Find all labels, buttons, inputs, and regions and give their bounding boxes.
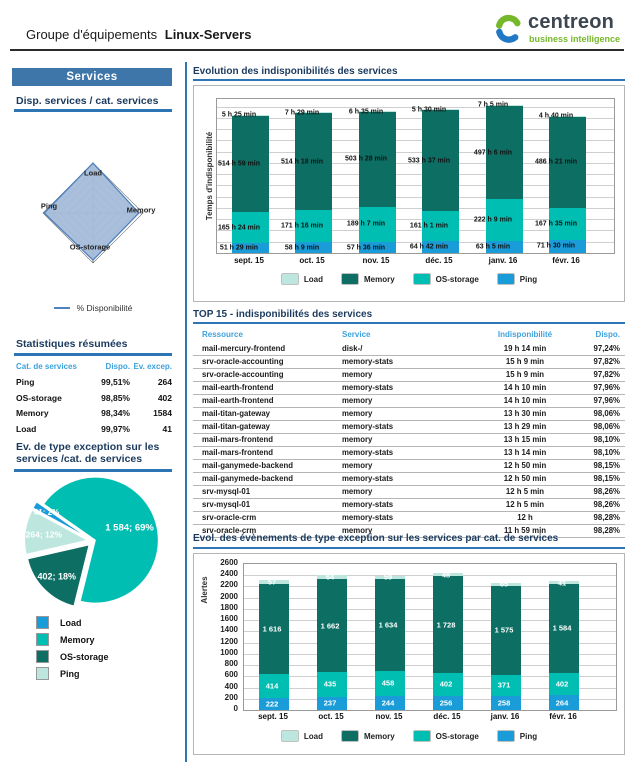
exceptions-chart-box: [193, 553, 625, 755]
bar-value-label: 533 h 37 min: [407, 157, 451, 165]
table-cell: 13 h 15 min: [503, 435, 547, 444]
stats-cell: 264: [157, 377, 172, 387]
bar-value-label: 1 584: [552, 623, 572, 633]
table-cell: memory-stats: [342, 474, 394, 483]
column-header: Cat. de services: [16, 362, 77, 371]
table-cell: 15 h 9 min: [505, 370, 545, 379]
centreon-logo-subtext: business intelligence: [529, 34, 621, 44]
top15-title-underline: [193, 322, 625, 324]
bar-value-label: 237: [323, 698, 337, 708]
x-axis-label: déc. 15: [433, 712, 461, 721]
content-divider: [185, 62, 187, 762]
radar-axis-label: Ping: [40, 201, 58, 211]
bar-value-label: 59: [383, 572, 393, 582]
y-tick-label: 2200: [220, 580, 238, 590]
table-row: [193, 447, 625, 460]
table-cell: srv-oracle-crm: [202, 513, 257, 522]
bar-value-label: 6 h 35 min: [348, 108, 384, 115]
top15-header-row: [193, 330, 625, 343]
x-axis-label: nov. 15: [375, 712, 403, 721]
y-tick-label: 1800: [220, 602, 238, 612]
bar-value-label: 402: [439, 679, 453, 689]
table-cell: mail-mercury-frontend: [202, 344, 286, 353]
stats-cell: 99,51%: [101, 377, 130, 387]
legend-swatch: [36, 633, 49, 646]
table-cell: memory-stats: [342, 500, 394, 509]
table-cell: memory-stats: [342, 422, 394, 431]
y-tick-label: 1400: [220, 625, 238, 635]
legend-label: Ping: [60, 668, 80, 679]
x-axis-label: déc. 15: [425, 256, 453, 265]
bar-value-label: 414: [265, 681, 279, 691]
table-cell: 12 h 5 min: [505, 487, 545, 496]
legend-swatch: [36, 616, 49, 629]
legend-item: [341, 273, 395, 285]
chart-legend: [194, 273, 624, 285]
table-row: [193, 486, 625, 499]
exceptions-title-underline: [193, 547, 625, 549]
bar-value-label: 256: [439, 698, 453, 708]
table-cell: memory: [342, 370, 373, 379]
availability-section-heading: Disp. services / cat. services: [16, 95, 159, 107]
equipment-group-name: Linux-Servers: [164, 27, 252, 42]
stats-cell: 41: [162, 423, 172, 434]
table-cell: 97,96%: [593, 396, 620, 405]
table-row: [193, 395, 625, 408]
table-cell: 97,82%: [593, 357, 620, 366]
legend-item: [281, 273, 323, 285]
stats-row: [16, 408, 172, 424]
y-tick-label: 1000: [220, 647, 238, 657]
table-cell: 97,82%: [593, 370, 620, 379]
bar-value-label: 58 h 9 min: [284, 244, 320, 252]
table-cell: mail-earth-frontend: [202, 396, 274, 405]
legend-item: [36, 614, 166, 631]
legend-swatch: [341, 273, 359, 285]
centreon-logo: [492, 11, 624, 47]
table-cell: memory-stats: [342, 448, 394, 457]
table-cell: 98,10%: [593, 448, 620, 457]
table-cell: 98,06%: [593, 422, 620, 431]
y-tick-label: 0: [233, 704, 238, 713]
bar-value-label: 514 h 59 min: [217, 160, 261, 168]
bar-value-label: 51 h 29 min: [219, 244, 259, 252]
table-cell: mail-ganymede-backend: [202, 474, 293, 483]
table-cell: memory-stats: [342, 383, 394, 392]
y-tick-label: 200: [224, 692, 238, 702]
table-row: [193, 408, 625, 421]
radar-legend-line-swatch: [54, 307, 70, 309]
table-cell: memory: [342, 396, 373, 405]
table-row: [193, 499, 625, 512]
legend-label: Load: [303, 274, 323, 284]
legend-label: OS-storage: [435, 731, 479, 741]
bar-value-label: 1 662: [320, 621, 340, 631]
y-tick-label: 2000: [220, 591, 238, 601]
stats-section-heading: Statistiques résumées: [16, 338, 128, 350]
table-cell: 12 h 50 min: [503, 461, 547, 470]
table-cell: srv-oracle-crm: [202, 526, 257, 535]
radar-axis-label: Memory: [126, 205, 156, 215]
legend-swatch: [281, 273, 299, 285]
bar-value-label: 1 616: [262, 624, 282, 634]
table-cell: srv-mysql-01: [202, 500, 251, 509]
bar-value-label: 57: [267, 577, 277, 587]
bar-value-label: 244: [381, 698, 395, 708]
radar-axis-label: Load: [84, 168, 102, 178]
table-cell: srv-oracle-accounting: [202, 370, 284, 379]
availability-radar-chart: [8, 122, 178, 298]
sidebar-title-banner: Services: [12, 68, 172, 86]
table-cell: 97,24%: [593, 344, 620, 353]
x-axis-label: janv. 16: [490, 712, 520, 721]
table-row: [193, 460, 625, 473]
stats-cell: 402: [157, 392, 172, 403]
bar-value-label: 167 h 35 min: [534, 220, 578, 228]
bar-value-label: 63 h 5 min: [475, 243, 511, 251]
bar-value-label: 486 h 21 min: [534, 158, 578, 166]
table-cell: memory: [342, 526, 373, 535]
legend-swatch: [281, 730, 299, 742]
table-row: [193, 382, 625, 395]
stats-cell: 98,85%: [101, 392, 130, 403]
stats-row: [16, 393, 172, 409]
stats-cell: Memory: [16, 408, 49, 418]
table-cell: 98,28%: [593, 526, 620, 535]
pie-svg: [20, 475, 170, 611]
table-cell: 98,26%: [593, 500, 620, 509]
legend-item: [413, 273, 479, 285]
x-axis-label: oct. 15: [318, 712, 344, 721]
table-cell: disk-/: [342, 344, 363, 353]
bar-value-label: 1 728: [436, 620, 456, 630]
bar-value-label: 171 h 16 min: [280, 222, 324, 230]
stats-heading-underline: [14, 353, 172, 356]
stats-cell: 1584: [153, 408, 172, 418]
table-cell: mail-earth-frontend: [202, 383, 274, 392]
bar-value-label: 5 h 30 min: [411, 106, 447, 114]
x-axis-label: oct. 15: [299, 256, 325, 265]
pie-section-heading: [16, 441, 178, 465]
y-tick-label: 2600: [220, 558, 238, 567]
table-cell: 11 h 59 min: [503, 526, 547, 535]
stats-cell: Ping: [16, 377, 35, 387]
table-cell: 15 h 9 min: [505, 357, 545, 366]
table-cell: 98,10%: [593, 435, 620, 444]
legend-label: OS-storage: [435, 274, 479, 284]
chart-legend: [194, 730, 624, 742]
plot-area: [243, 563, 617, 711]
legend-item: [497, 273, 537, 285]
bar-value-label: 71 h 30 min: [536, 242, 576, 250]
bar-value-label: 5 h 25 min: [221, 111, 257, 119]
bar-value-label: 264: [555, 698, 569, 708]
radar-axis-label: OS-storage: [69, 242, 111, 252]
legend-swatch: [413, 273, 431, 285]
column-header: Dispo.: [595, 330, 620, 339]
centreon-logo-icon: [492, 12, 526, 46]
x-axis-label: févr. 16: [549, 712, 577, 721]
table-cell: 98,28%: [593, 513, 620, 522]
stats-header-row: [16, 362, 172, 377]
table-cell: 14 h 10 min: [503, 383, 547, 392]
bar-value-label: 503 h 28 min: [344, 155, 388, 163]
stats-row: [16, 424, 172, 440]
column-header: Dispo.: [105, 362, 130, 371]
bar-value-label: 189 h 7 min: [346, 220, 386, 228]
plot-area: [216, 98, 615, 254]
bar-value-label: 57 h 36 min: [346, 244, 386, 252]
table-cell: 13 h 29 min: [503, 422, 547, 431]
bar-value-label: 497 h 6 min: [473, 149, 513, 157]
table-cell: srv-oracle-accounting: [202, 357, 284, 366]
table-cell: memory-stats: [342, 357, 394, 366]
y-tick-label: 400: [224, 681, 238, 691]
legend-swatch: [497, 730, 515, 742]
y-tick-label: 600: [224, 670, 238, 680]
y-tick-label: 1200: [220, 636, 238, 646]
legend-label: OS-storage: [60, 651, 109, 662]
radar-legend: [8, 303, 178, 313]
table-cell: 13 h 30 min: [503, 409, 547, 418]
legend-item: [36, 648, 166, 665]
uptime-title-underline: [193, 79, 625, 81]
y-tick-label: 1600: [220, 614, 238, 624]
centreon-logo-text: centreon: [528, 11, 615, 33]
table-cell: memory: [342, 461, 373, 470]
legend-label: Memory: [363, 274, 395, 284]
table-cell: 12 h 5 min: [505, 500, 545, 509]
x-axis-label: janv. 16: [488, 256, 518, 265]
x-axis-label: nov. 15: [362, 256, 390, 265]
pie-slice-label: 264; 12%: [25, 529, 63, 540]
table-row: [193, 473, 625, 486]
legend-item: [36, 665, 166, 682]
bar-value-label: 222 h 9 min: [473, 216, 513, 224]
table-cell: 98,15%: [593, 461, 620, 470]
bar-value-label: 4 h 40 min: [538, 112, 574, 120]
pie-slice-label: 41; 2%: [33, 508, 60, 518]
table-cell: mail-mars-frontend: [202, 435, 274, 444]
bar-value-label: 64: [325, 572, 335, 582]
bar-value-label: 371: [497, 680, 511, 690]
table-row: [193, 343, 625, 356]
table-cell: mail-mars-frontend: [202, 448, 274, 457]
bar-value-label: 1 634: [378, 620, 398, 630]
y-tick-label: 2400: [220, 569, 238, 579]
x-axis-label: sept. 15: [258, 712, 288, 721]
stats-row: [16, 377, 172, 393]
table-cell: srv-mysql-01: [202, 487, 251, 496]
table-cell: 98,26%: [593, 487, 620, 496]
pie-slice-label: 402; 18%: [37, 571, 76, 582]
bar-value-label: 161 h 1 min: [409, 222, 449, 230]
exceptions-chart-title: Evol. des évènements de type exception sur les services par cat. de services: [193, 533, 559, 544]
legend-swatch: [36, 667, 49, 680]
column-header: Service: [342, 330, 371, 339]
pie-heading-line1: Ev. de type exception sur les: [16, 441, 160, 453]
table-cell: 14 h 10 min: [503, 396, 547, 405]
legend-label: Load: [303, 731, 323, 741]
radar-legend-label: % Disponibilité: [76, 303, 133, 313]
table-cell: mail-titan-gateway: [202, 422, 271, 431]
table-cell: 98,06%: [593, 409, 620, 418]
table-row: [193, 369, 625, 382]
table-cell: 98,15%: [593, 474, 620, 483]
table-cell: 97,96%: [593, 383, 620, 392]
table-row: [193, 421, 625, 434]
stats-table: [16, 362, 172, 439]
legend-item: [36, 631, 166, 648]
exceptions-chart-ylabel: Alertes: [200, 576, 209, 604]
table-cell: 13 h 14 min: [503, 448, 547, 457]
legend-item: [413, 730, 479, 742]
uptime-chart-title: Evolution des indisponibilités des services: [193, 66, 398, 77]
table-row: [193, 434, 625, 447]
table-cell: memory: [342, 487, 373, 496]
table-cell: 12 h: [517, 513, 533, 522]
bar-value-label: 48: [441, 570, 451, 580]
stats-cell: 98,34%: [101, 408, 130, 418]
legend-swatch: [36, 650, 49, 663]
y-tick-label: 800: [224, 659, 238, 669]
page-title: [26, 27, 251, 42]
table-cell: memory-stats: [342, 513, 394, 522]
x-axis-label: sept. 15: [234, 256, 264, 265]
legend-label: Memory: [60, 634, 95, 645]
bar-value-label: 65: [499, 579, 509, 589]
bar-value-label: 1 575: [494, 625, 514, 635]
legend-label: Ping: [519, 274, 538, 284]
bar-value-label: 258: [497, 698, 511, 708]
table-cell: mail-ganymede-backend: [202, 461, 293, 470]
uptime-chart-ylabel: Temps d'indisponibilité: [205, 131, 214, 221]
top15-table: [193, 330, 625, 538]
bar-value-label: 7 h 29 min: [284, 109, 320, 117]
legend-swatch: [497, 273, 515, 285]
table-cell: 19 h 14 min: [503, 344, 547, 353]
bar-value-label: 458: [381, 678, 395, 688]
column-header: Ev. excep.: [133, 362, 172, 371]
legend-swatch: [341, 730, 359, 742]
pie-legend: [36, 614, 166, 682]
pie-heading-underline: [14, 469, 172, 472]
gridline: [244, 575, 616, 576]
page-title-prefix: Groupe d'équipements: [26, 27, 158, 42]
table-row: [193, 512, 625, 525]
uptime-chart-box: [193, 85, 625, 302]
table-cell: 12 h 50 min: [503, 474, 547, 483]
header-divider: [10, 49, 624, 51]
stats-cell: Load: [16, 423, 37, 434]
table-row: [193, 356, 625, 369]
bar-value-label: 41: [557, 578, 567, 588]
table-cell: memory: [342, 409, 373, 418]
exceptions-pie-chart: [20, 475, 170, 611]
top15-title: TOP 15 - indisponibilités des services: [193, 309, 373, 320]
table-cell: memory: [342, 435, 373, 444]
legend-item: [281, 730, 323, 742]
table-cell: mail-titan-gateway: [202, 409, 271, 418]
availability-heading-underline: [14, 109, 172, 112]
stats-cell: OS-storage: [16, 392, 62, 403]
legend-item: [497, 730, 537, 742]
bar-value-label: 222: [265, 699, 279, 709]
bar-value-label: 64 h 42 min: [409, 243, 449, 251]
legend-item: [341, 730, 395, 742]
pie-slice-label: 1 584; 69%: [105, 522, 154, 534]
bar-value-label: 7 h 5 min: [477, 101, 509, 109]
column-header: Indisponibilité: [497, 330, 553, 339]
bar-value-label: 435: [323, 679, 337, 689]
x-axis-label: févr. 16: [552, 256, 580, 265]
legend-label: Ping: [519, 731, 538, 741]
bar-value-label: 165 h 24 min: [217, 224, 261, 232]
pie-heading-line2: services /cat. de services: [16, 453, 143, 465]
legend-label: Memory: [363, 731, 395, 741]
column-header: Ressource: [202, 330, 243, 339]
legend-swatch: [413, 730, 431, 742]
legend-label: Load: [60, 617, 82, 628]
bar-value-label: 514 h 18 min: [280, 158, 324, 166]
stats-cell: 99,97%: [101, 423, 130, 434]
bar-value-label: 402: [555, 679, 569, 689]
